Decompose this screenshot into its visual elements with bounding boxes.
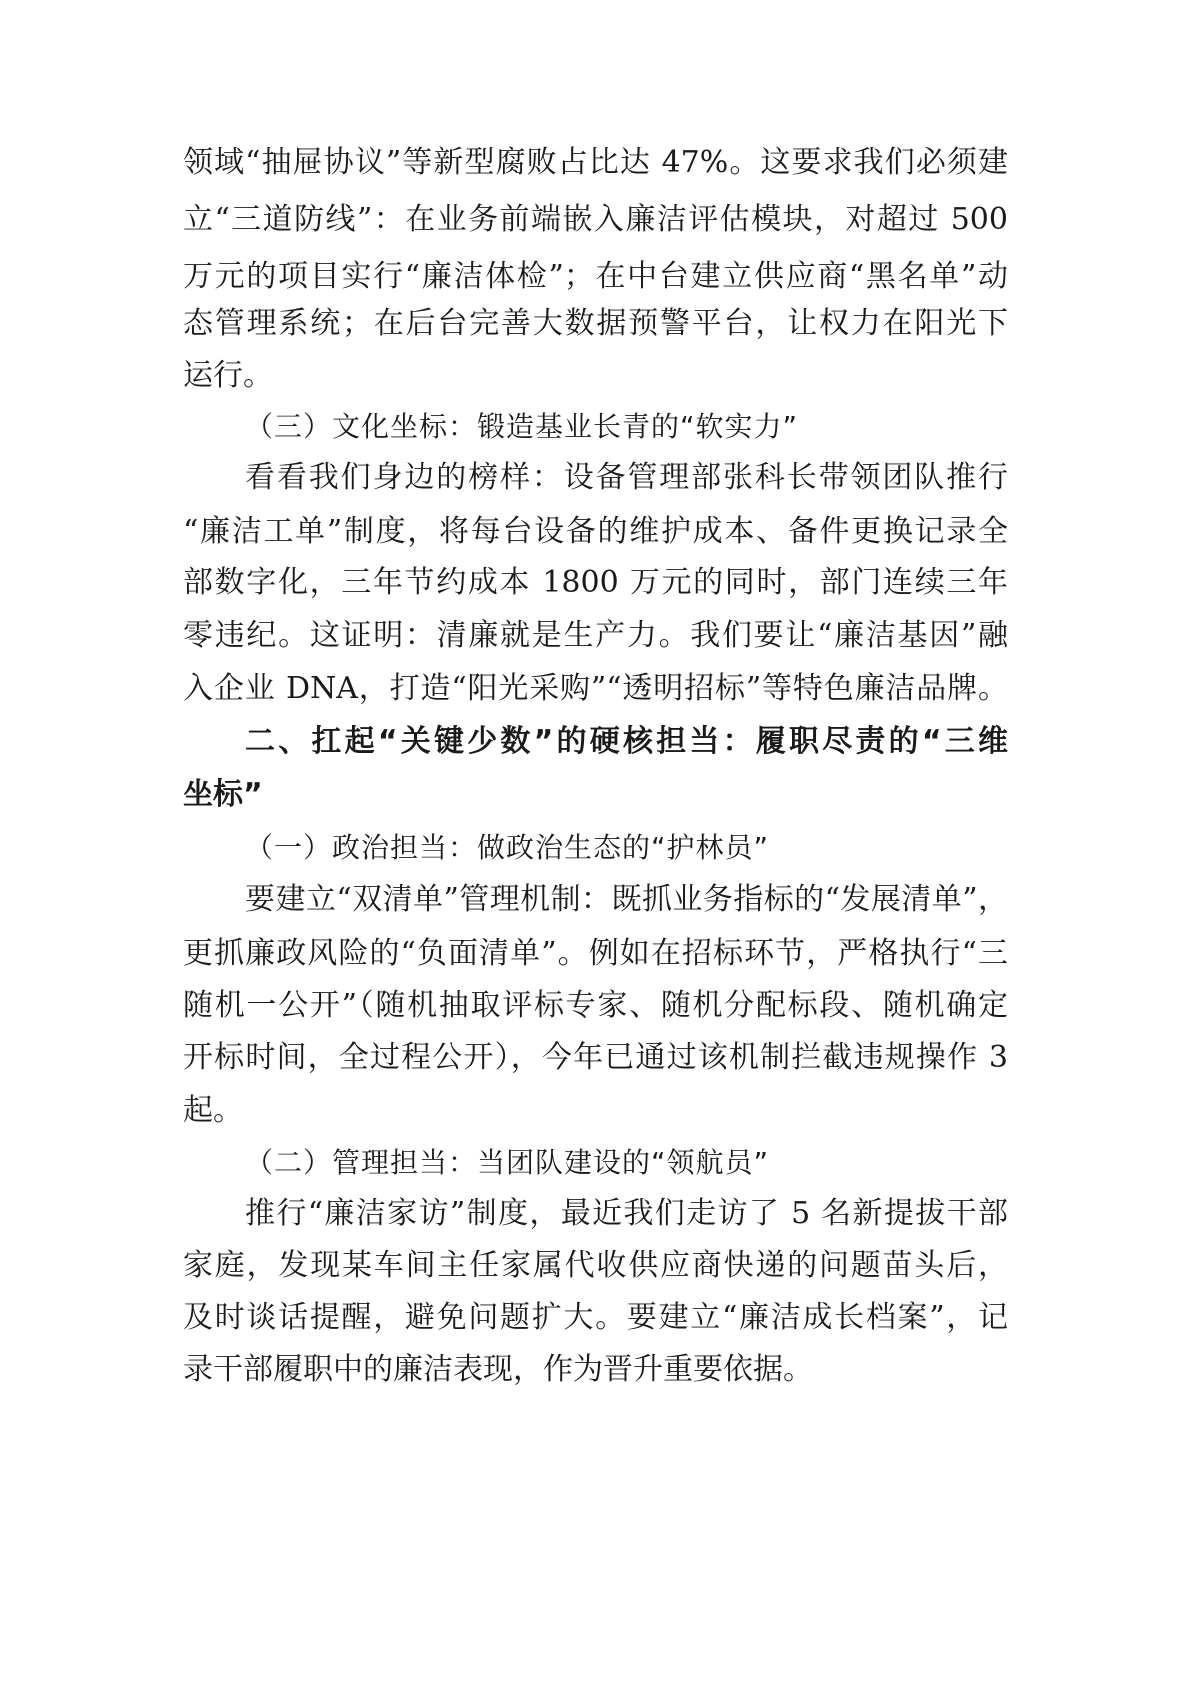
body-text-line: 态管理系统；在后台完善大数据预警平台，让权力在阳光下 xyxy=(183,306,1008,341)
body-text-line: 运行。 xyxy=(183,358,273,393)
body-text-line: 录干部履职中的廉洁表现，作为晋升重要依据。 xyxy=(183,1352,813,1387)
section-heading: 二、扛起“关键少数”的硬核担当：履职尽责的“三维 xyxy=(245,724,1008,759)
body-text-line: 推行“廉洁家访”制度，最近我们走访了 5 名新提拔干部 xyxy=(245,1196,1008,1231)
body-text-line: 要建立“双清单”管理机制：既抓业务指标的“发展清单”， xyxy=(245,882,1008,917)
body-text-line: 入企业 DNA，打造“阳光采购”“透明招标”等特色廉洁品牌。 xyxy=(183,671,1008,706)
body-text-line: “廉洁工单”制度，将每台设备的维护成本、备件更换记录全 xyxy=(183,514,1008,549)
subsection-heading: （一）政治担当：做政治生态的“护林员” xyxy=(245,831,770,864)
subsection-heading: （三）文化坐标：锻造基业长青的“软实力” xyxy=(245,410,799,443)
section-heading-continued: 坐标” xyxy=(183,777,263,812)
body-text-line: 随机一公开”（随机抽取评标专家、随机分配标段、随机确定 xyxy=(183,988,1008,1023)
body-text-line: 部数字化，三年节约成本 1800 万元的同时，部门连续三年 xyxy=(183,565,1008,600)
body-text-line: 立“三道防线”：在业务前端嵌入廉洁评估模块，对超过 500 xyxy=(183,202,1008,237)
body-text-line: 起。 xyxy=(183,1093,243,1128)
body-text-line: 家庭，发现某车间主任家属代收供应商快递的问题苗头后， xyxy=(183,1248,1008,1283)
body-text-line: 看看我们身边的榜样：设备管理部张科长带领团队推行 xyxy=(245,460,1008,495)
body-text-line: 开标时间，全过程公开），今年已通过该机制拦截违规操作 3 xyxy=(183,1040,1008,1075)
body-text-line: 及时谈话提醒，避免问题扩大。要建立“廉洁成长档案”，记 xyxy=(183,1300,1008,1335)
body-text-line: 领域“抽屉协议”等新型腐败占比达 47%。这要求我们必须建 xyxy=(183,145,1008,180)
body-text-line: 零违纪。这证明：清廉就是生产力。我们要让“廉洁基因”融 xyxy=(183,618,1008,653)
body-text-line: 更抓廉政风险的“负面清单”。例如在招标环节，严格执行“三 xyxy=(183,936,1008,971)
body-text-line: 万元的项目实行“廉洁体检”；在中台建立供应商“黑名单”动 xyxy=(183,259,1008,294)
subsection-heading: （二）管理担当：当团队建设的“领航员” xyxy=(245,1146,770,1179)
